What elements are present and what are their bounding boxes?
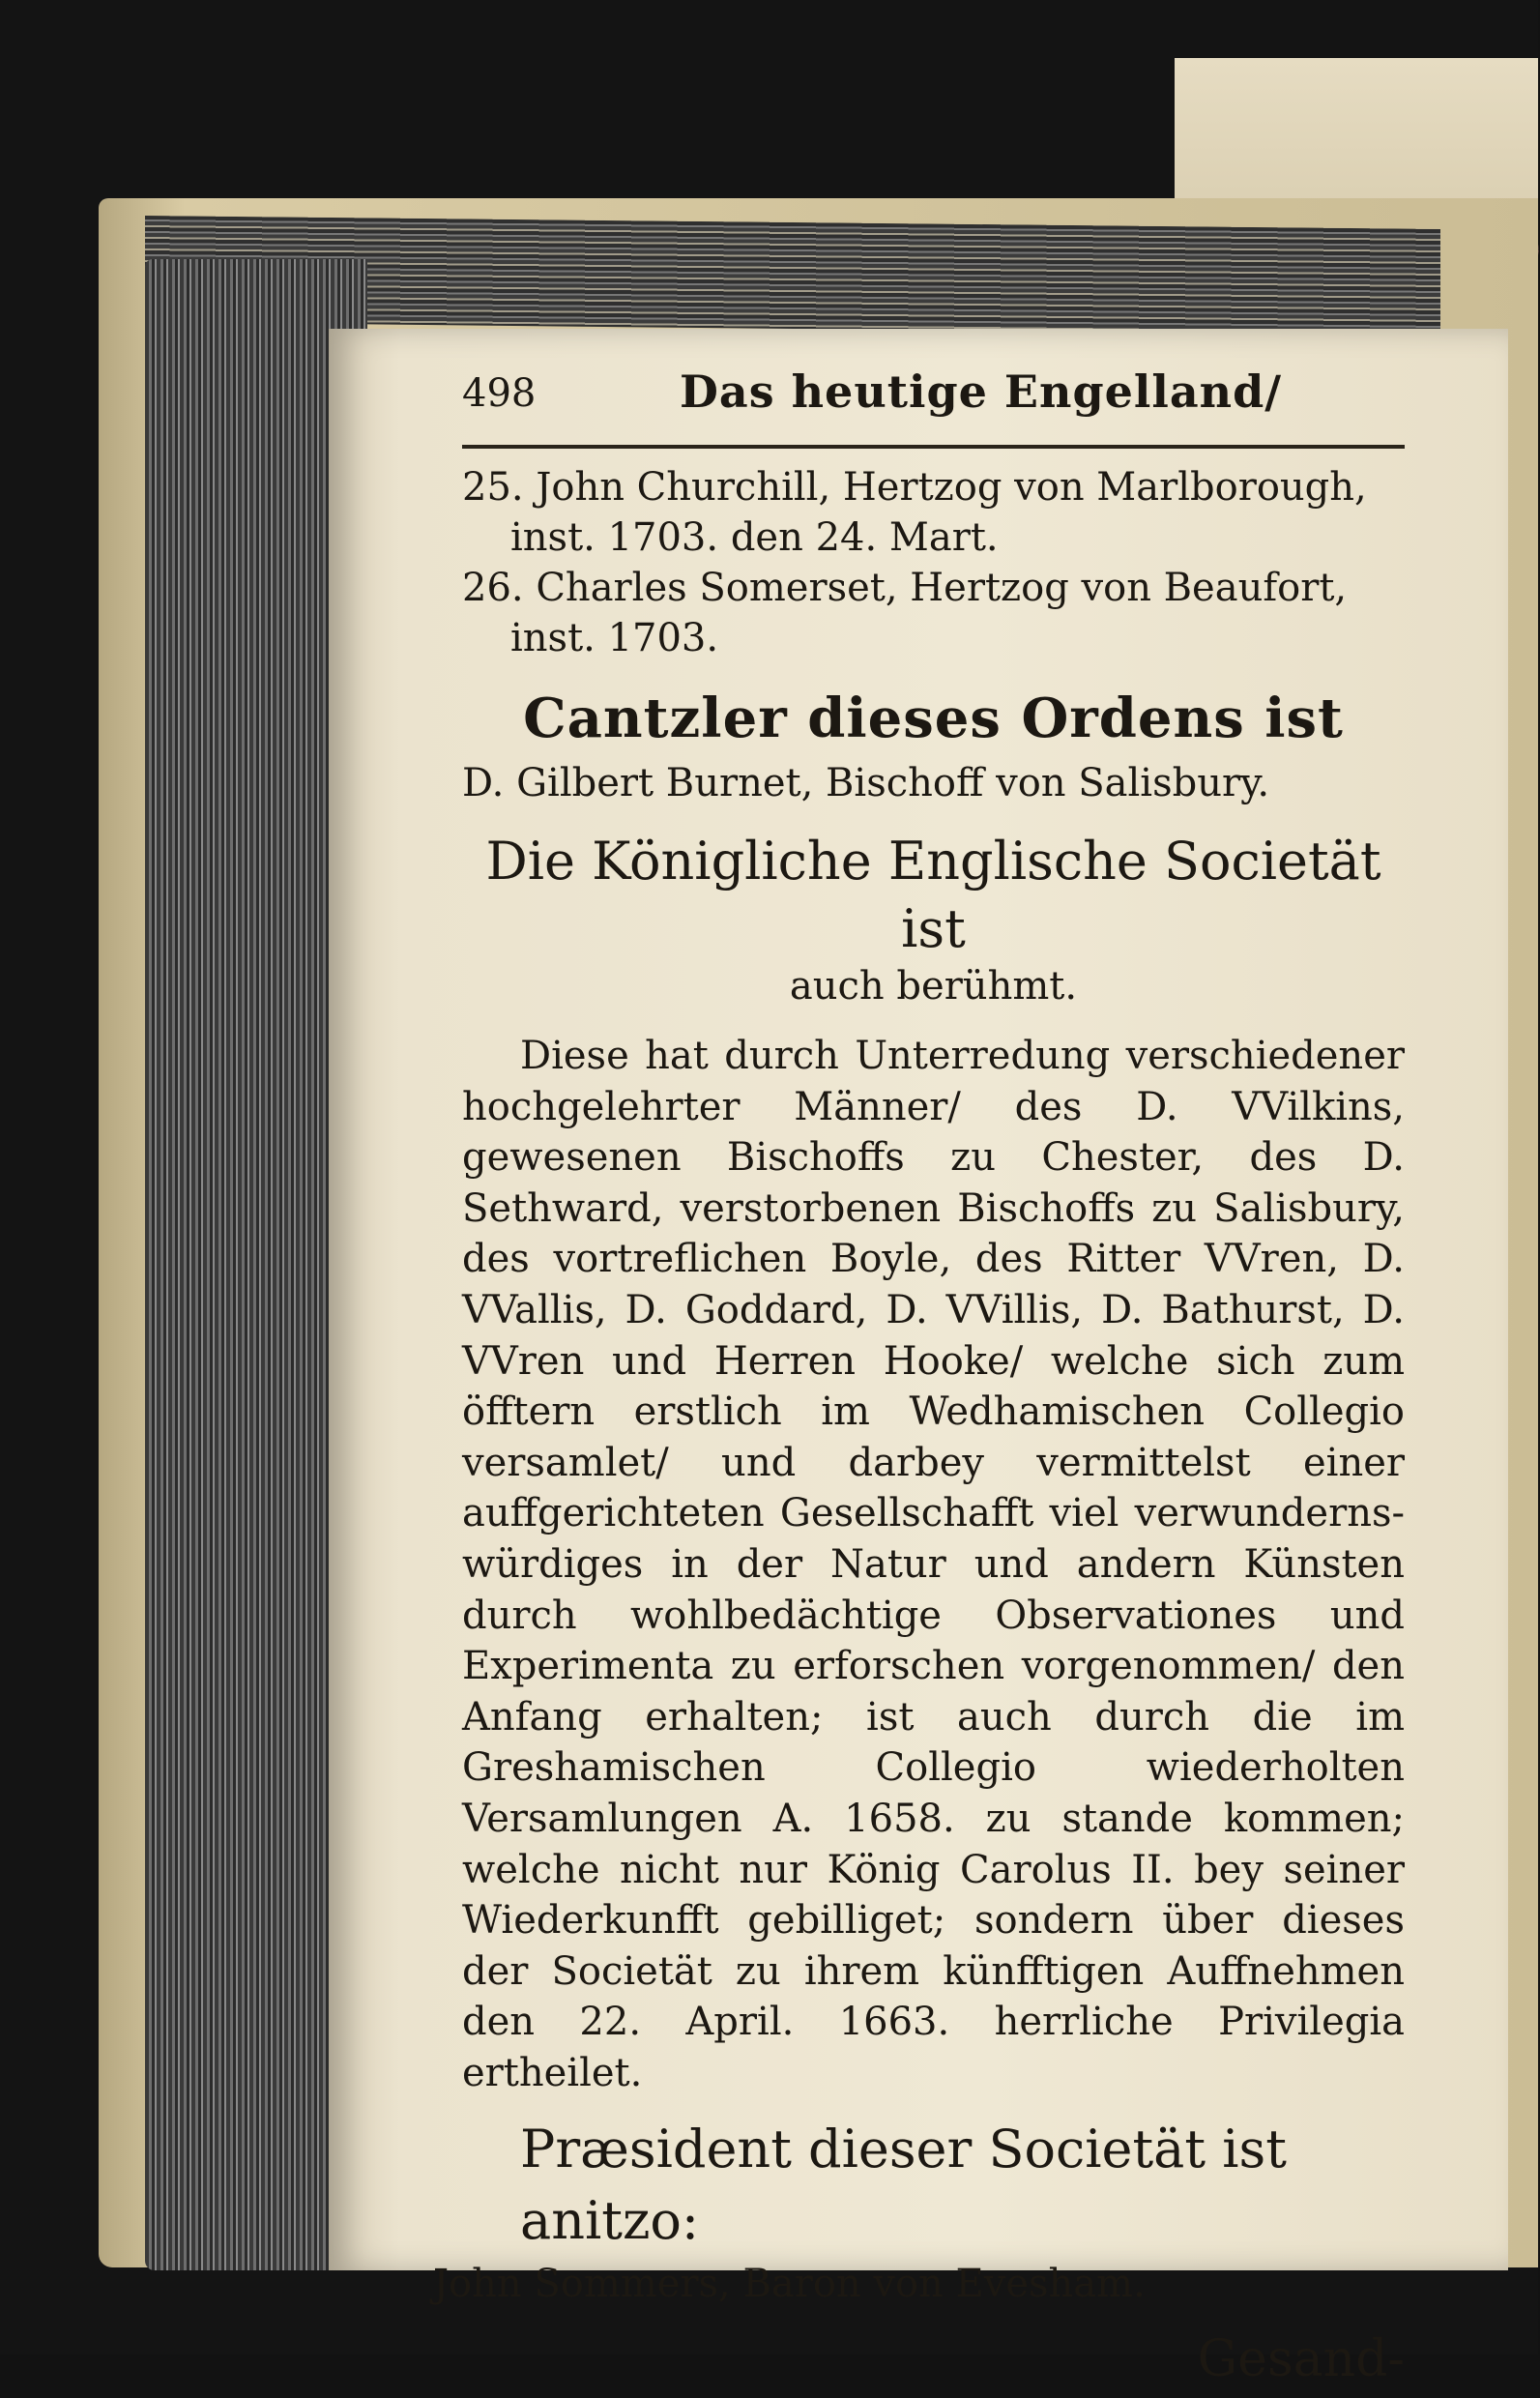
list-item: 25. John Churchill, Hertzog von Marlborough, inst. 1703. den 24. Mart. [462,465,1367,560]
page-number: 498 [462,371,537,416]
section-heading-society-cont: auch berühmt. [789,964,1078,1009]
body-paragraph: Diese hat durch Unterredung verschiedener hochgelehrter Männer/ des D. VVilkins, gewesenen Bischoffs zu Chester, des D. Sethward, verstorbenen Bischoffs zu Salisbury, des vortreflichen Boyle, des Ritter VVren, D. VVallis, D. Goddard, D. VVillis, D. Bathurst, D. VVren und Herren Hooke/ welche sich zum öfftern erstlich im Wedhamischen Collegio versamlet/ und darbey vermittelst einer auffgerichteten Gesellschafft viel verwunderns-würdiges in der Natur und andern Künsten durch wohlbedächtige Observationes und Experimenta zu erforschen vorgenommen/ den Anfang erhalten; ist auch durch die im Greshamischen Collegio wiederholten Versamlungen A. 1658. zu stande kommen; welche nicht nur König Carolus II. bey seiner Wiederkunfft gebilliget; sondern über dieses der Societät zu ihrem künfftigen Auffnehmen den 22. April. 1663. herrliche Privilegia ertheilet. [462,1034,1405,2095]
page-header [462,366,1405,433]
catchword: Gesand- [1197,2330,1405,2389]
section-heading-society: Die Königliche Englische Societät ist [485,831,1381,959]
page-text [433,366,1405,2398]
president-name: John Sommers, Baron von Evesham. [433,2262,1146,2307]
list-item: 26. Charles Somerset, Hertzog von Beaufort, inst. 1703. [462,566,1348,660]
header-rule [462,445,1405,449]
section-heading-president: Præsident dieser Societät ist anitzo: [520,2119,1287,2252]
section-heading-chancellor: Cantzler dieses Ordens ist [523,687,1344,750]
chancellor-name: D. Gilbert Burnet, Bischoff von Salisbury. [462,761,1270,805]
running-head: Das heutige Engelland/ [680,366,1283,418]
